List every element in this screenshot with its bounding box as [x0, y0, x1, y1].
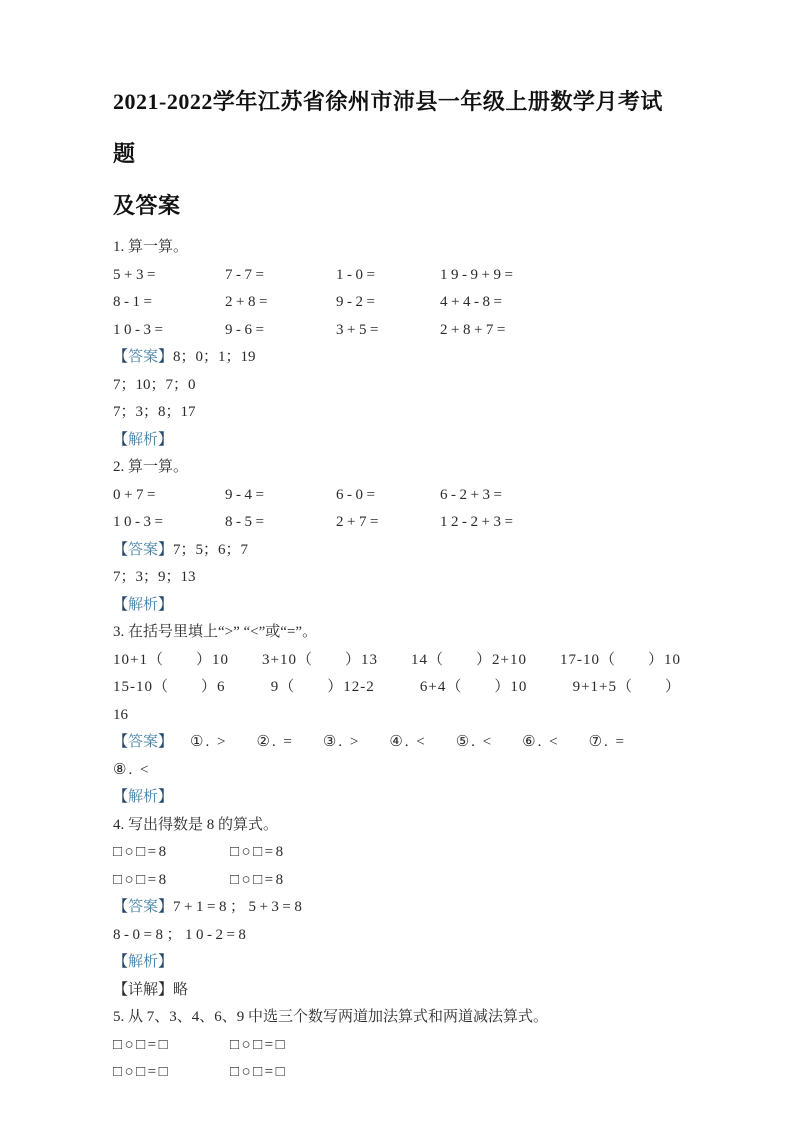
analysis-label: [113, 427, 681, 455]
bracket: 【: [113, 954, 129, 970]
fill-in-equation: □○□=□: [113, 1036, 171, 1053]
answer-item: ①. >: [190, 734, 228, 750]
bracket: 】: [158, 596, 174, 613]
analysis-label: [113, 784, 681, 812]
answer-label: [113, 899, 173, 915]
problem-4-row-2: [113, 867, 681, 895]
comparison: 9（ ）12-2: [270, 679, 375, 695]
comparison: 17-10（ ）10: [560, 651, 681, 668]
answer-item: ⑦. =: [588, 734, 626, 750]
fill-in-equation: □○□=8: [113, 844, 169, 860]
detail-label: 【详解】: [113, 981, 174, 998]
fill-in-equation: □○□=8: [113, 871, 169, 888]
equation: 0+7=: [113, 486, 159, 503]
analysis-label-text: 解析: [128, 789, 159, 805]
equation: 7-7=: [225, 266, 268, 283]
fill-in-equation: □○□=□: [113, 1064, 171, 1080]
answer-values: 7；10；7；0: [113, 376, 196, 393]
equation: 19-9+9=: [440, 266, 517, 283]
problem-4-heading: 4. 写出得数是 8 的算式。: [113, 816, 279, 833]
answer-item: ⑧. <: [113, 761, 151, 778]
equation: 5+3=: [113, 266, 159, 283]
detail-text: 略: [173, 981, 189, 998]
equation: 9-6=: [225, 321, 268, 338]
equation: 8-1=: [113, 294, 156, 310]
bracket: 】: [158, 789, 174, 805]
equation: 2+7=: [336, 514, 382, 530]
answer-values: 7；3；9；13: [113, 569, 196, 585]
answer-item: ⑤. <: [455, 734, 494, 750]
equation: 9-2=: [336, 294, 379, 310]
answer-label-text: 答案: [128, 349, 159, 365]
problem-2-answer-line: [113, 537, 681, 565]
fill-in-equation: □○□=8: [230, 844, 286, 860]
analysis-label-text: 解析: [128, 954, 159, 970]
answer-label-text: 答案: [128, 899, 159, 915]
problem-4-row-1: [113, 839, 681, 867]
comparison: 6+4（ ）10: [419, 679, 528, 695]
analysis-label: [113, 949, 681, 977]
problem-4-answer-line: [113, 894, 681, 922]
fill-in-equation: □○□=□: [230, 1064, 288, 1080]
analysis-label-text: 解析: [128, 431, 159, 448]
answer-label-text: 答案: [128, 541, 159, 558]
problem-5: [113, 1004, 681, 1087]
problem-5-row-1: [113, 1032, 681, 1060]
answer-item: ③. >: [322, 734, 361, 750]
problem-3-heading: 3. 在括号里填上“>” “<”或“=”。: [113, 624, 318, 640]
bracket: 】: [158, 431, 174, 448]
bracket: 【: [113, 349, 129, 365]
problem-2: [113, 454, 681, 619]
answer-values: 7+1=8；5+3=8: [173, 899, 306, 915]
comparison: 9+1+5（ ）: [572, 679, 681, 695]
answer-label: [113, 349, 173, 365]
answer-values: 8；0；1；19: [173, 349, 256, 365]
equation: 3+5=: [336, 321, 382, 338]
equation: 9-4=: [225, 486, 268, 503]
equation: 6-0=: [336, 486, 379, 503]
equation: 1-0=: [336, 266, 379, 283]
answer-values: 7；3；8；17: [113, 404, 196, 420]
equation: 12-2+3=: [440, 514, 517, 530]
answer-label: [113, 542, 173, 558]
problem-3-row-1: [113, 647, 681, 675]
problem-1-row-1: [113, 262, 681, 290]
equation: 6-2+3=: [440, 486, 506, 503]
bracket: 】: [158, 954, 174, 970]
bracket: 】: [158, 349, 174, 365]
equation: 8-5=: [225, 514, 268, 530]
answer-values: 7；5；6；7: [173, 541, 249, 558]
problem-4: [113, 812, 681, 1005]
equation: 2+8+7=: [440, 321, 509, 338]
problem-1-answer-line: [113, 344, 681, 372]
equation: 4+4-8=: [440, 294, 506, 310]
bracket: 【: [113, 789, 129, 805]
analysis-label: [113, 592, 681, 620]
problem-1-heading: 1. 算一算。: [113, 239, 189, 255]
title-line-2: 及答案: [113, 193, 181, 218]
problem-3-row-2: [113, 674, 681, 702]
problem-5-row-2: [113, 1059, 681, 1087]
bracket: 【: [113, 541, 129, 558]
answer-label-text: 答案: [128, 734, 159, 750]
problem-3: [113, 619, 681, 812]
comparison: 14（ ）2+10: [411, 651, 527, 668]
equation: 10-3=: [113, 321, 167, 338]
bracket: 【: [113, 899, 129, 915]
comparison: 15-10（ ）6: [113, 679, 226, 695]
analysis-label-text: 解析: [128, 596, 159, 613]
comparison: 3+10（ ）13: [262, 651, 378, 668]
fill-in-equation: □○□=8: [230, 871, 286, 888]
detail-line: [113, 977, 681, 1005]
comparison: 10+1（ ）10: [113, 651, 229, 668]
bracket: 】: [158, 541, 174, 558]
bracket: 【: [113, 431, 129, 448]
answer-label: [113, 729, 173, 757]
answer-values: 8-0=8；10-2=8: [113, 926, 250, 943]
answer-item: ⑥. <: [522, 734, 560, 750]
bracket: 【: [113, 596, 129, 613]
comparison-wrap-value: 16: [113, 706, 128, 723]
answer-item: ④. <: [389, 734, 427, 750]
bracket: 【: [113, 734, 129, 750]
bracket: 】: [158, 899, 174, 915]
bracket: 】: [158, 734, 174, 750]
document-title: [113, 76, 681, 232]
title-line-1: 2021-2022学年江苏省徐州市沛县一年级上册数学月考试题: [113, 89, 663, 166]
problem-5-heading: 5. 从 7、3、4、6、9 中选三个数写两道加法算式和两道减法算式。: [113, 1009, 549, 1025]
problem-2-row-2: [113, 509, 681, 537]
problem-1: [113, 234, 681, 454]
answer-items: [190, 729, 626, 757]
problem-2-heading: 2. 算一算。: [113, 459, 189, 475]
equation: 10-3=: [113, 514, 167, 530]
equation: 2+8=: [225, 294, 271, 310]
answer-item: ②. =: [256, 734, 294, 750]
problem-1-row-2: [113, 289, 681, 317]
fill-in-equation: □○□=□: [230, 1036, 288, 1053]
problem-3-answer-line: [113, 729, 681, 757]
problem-1-row-3: [113, 317, 681, 345]
problem-2-row-1: [113, 482, 681, 510]
